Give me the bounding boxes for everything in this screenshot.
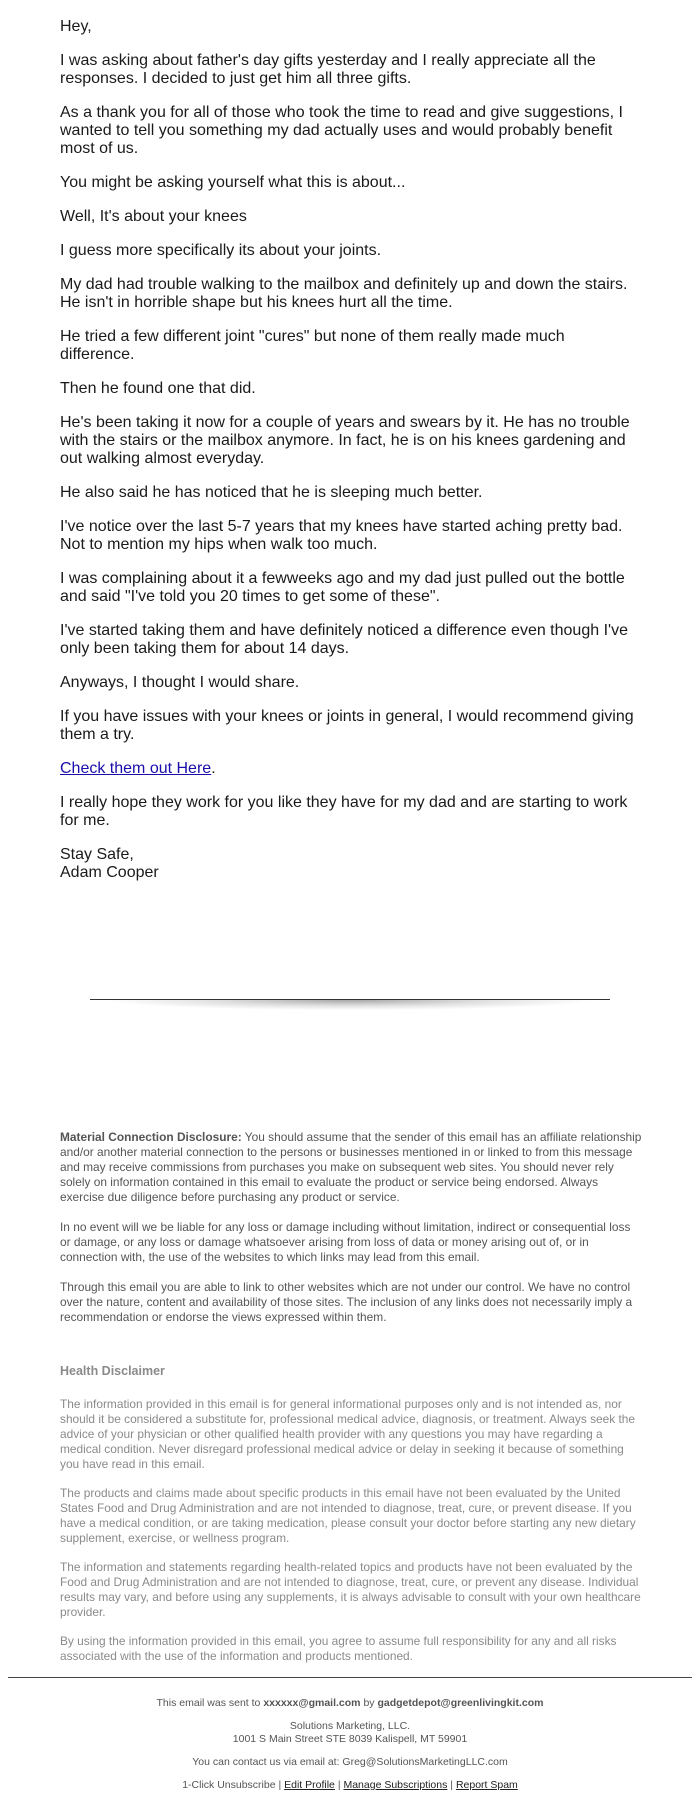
sent-to-line xyxy=(0,1697,700,1710)
body-paragraph: He also said he has noticed that he is sleeping much better. xyxy=(60,484,483,501)
sent-by: by xyxy=(360,1697,378,1709)
company-address: 1001 S Main Street STE 8039 Kalispell, MT 59901 xyxy=(232,1733,468,1745)
manage-subscriptions-link[interactable]: Manage Subscriptions xyxy=(343,1779,448,1791)
disclosure-title: Material Connection Disclosure: xyxy=(60,1130,242,1144)
body-paragraph: He tried a few different joint "cures" but none of them really made much difference. xyxy=(60,328,565,363)
check-them-out-link[interactable]: Check them out Here xyxy=(60,760,212,777)
health-disclaimer xyxy=(60,1364,642,1678)
body-paragraph: I've started taking them and have definitely noticed a difference even though I've only been taking them for about 14 days. xyxy=(60,622,628,657)
liability-paragraph: In no event will we be liable for any loss or damage including without limitation, indirect or consequential loss or damage, or any loss or damage whatsoever arising from loss of data or money arising out of, or in connection with, the use of the websites to which links may lead from this email. xyxy=(60,1220,631,1264)
report-spam-link[interactable]: Report Spam xyxy=(455,1779,518,1791)
health-paragraph: The information and statements regarding health-related topics and products have not been evaluated by the Food and Drug Administration and are not intended to diagnose, treat, cure, or prevent any disease. Individual results may vary, and before using any supplements, it is always advisable to consult with your own healthcare provider. xyxy=(60,1560,641,1619)
closing-paragraph: I really hope they work for you like they have for my dad and are starting to work for me. xyxy=(60,794,628,829)
contact-line: You can contact us via email at: Greg@SolutionsMarketingLLC.com xyxy=(192,1756,508,1768)
company-name: Solutions Marketing, LLC. xyxy=(289,1720,411,1732)
health-paragraph: The products and claims made about specific products in this email have not been evaluated by the United States Food and Drug Administration and are not intended to diagnose, treat, cure, or prevent disease. If you have a medical condition, or are taking medication, please consult your doctor before starting any new dietary supplement, exercise, or wellness program. xyxy=(60,1486,636,1545)
body-paragraph: Then he found one that did. xyxy=(60,380,256,397)
body-paragraph: Anyways, I thought I would share. xyxy=(60,674,300,691)
health-disclaimer-title: Health Disclaimer xyxy=(60,1364,165,1378)
recipient-email: xxxxxx@gmail.com xyxy=(263,1697,361,1709)
body-paragraph: I was complaining about it a fewweeks ago and my dad just pulled out the bottle and said "I've told you 20 times to get some of these". xyxy=(60,570,625,605)
body-paragraph: I was asking about father's day gifts yesterday and I really appreciate all the responses. I decided to just get him all three gifts. xyxy=(60,52,596,87)
body-paragraph: He's been taking it now for a couple of years and swears by it. He has no trouble with the stairs or the mailbox anymore. In fact, he is on his knees gardening and out walking almost everyday. xyxy=(60,414,630,467)
edit-profile-link[interactable]: Edit Profile xyxy=(284,1779,335,1791)
health-paragraph: By using the information provided in this email, you agree to assume full responsibility for any and all risks associated with the use of the information and products mentioned. xyxy=(60,1634,617,1663)
link-suffix: . xyxy=(211,760,216,777)
footer-divider xyxy=(8,1677,692,1678)
footer-links xyxy=(0,1779,700,1792)
sender-email: gadgetdepot@greenlivingkit.com xyxy=(377,1697,544,1709)
email-body xyxy=(60,18,640,898)
sent-prefix: This email was sent to xyxy=(156,1697,264,1709)
section-divider xyxy=(90,999,610,1013)
disclosure-text: You should assume that the sender of this email has an affiliate relationship and/or another material connection to the persons or businesses mentioned in or linked to from this message and may receive commissions from purchases you make on subsequent web sites. You should never rely solely on information contained in this email to evaluate the product or service being endorsed. Always exercise due diligence before purchasing any product or service. xyxy=(60,1130,642,1204)
cta-paragraph xyxy=(60,760,640,778)
body-paragraph: I guess more specifically its about your joints. xyxy=(60,242,382,259)
disclosure-paragraph xyxy=(60,1130,642,1205)
external-links-paragraph: Through this email you are able to link to other websites which are not under our control. We have no control over the nature, content and availability of those sites. The inclusion of any links does not necessarily imply a recommendation or endorse the views expressed within them. xyxy=(60,1280,633,1324)
material-disclosure xyxy=(60,1130,642,1340)
body-paragraph: As a thank you for all of those who took the time to read and give suggestions, I wanted to tell you something my dad actually uses and would probably benefit most of us. xyxy=(60,104,623,157)
signoff: Stay Safe, xyxy=(60,846,134,863)
separator: | xyxy=(447,1779,456,1791)
signature-block xyxy=(60,846,640,882)
body-paragraph: My dad had trouble walking to the mailbox and definitely up and down the stairs. He isn't in horrible shape but his knees hurt all the time. xyxy=(60,276,628,311)
health-paragraph: The information provided in this email is for general informational purposes only and is not intended as, nor should it be considered a substitute for, professional medical advice, diagnosis, or treatment. Always seek the advice of your physician or other qualified health provider with any questions you may have regarding a medical condition. Never disregard professional medical advice or delay in seeking it because of something you have read in this email. xyxy=(60,1397,636,1471)
email-footer xyxy=(0,1697,700,1792)
signature: Adam Cooper xyxy=(60,864,159,881)
greeting: Hey, xyxy=(60,18,92,35)
divider-shadow xyxy=(110,1000,590,1010)
separator: | xyxy=(275,1779,285,1791)
body-paragraph: Well, It's about your knees xyxy=(60,208,247,225)
body-paragraph: I've notice over the last 5-7 years that my knees have started aching pretty bad. Not to mention my hips when walk too much. xyxy=(60,518,623,553)
unsubscribe-text[interactable]: 1-Click Unsubscribe xyxy=(182,1779,276,1791)
body-paragraph: You might be asking yourself what this is about... xyxy=(60,174,406,191)
body-paragraph: If you have issues with your knees or joints in general, I would recommend giving them a try. xyxy=(60,708,634,743)
separator: | xyxy=(334,1779,344,1791)
